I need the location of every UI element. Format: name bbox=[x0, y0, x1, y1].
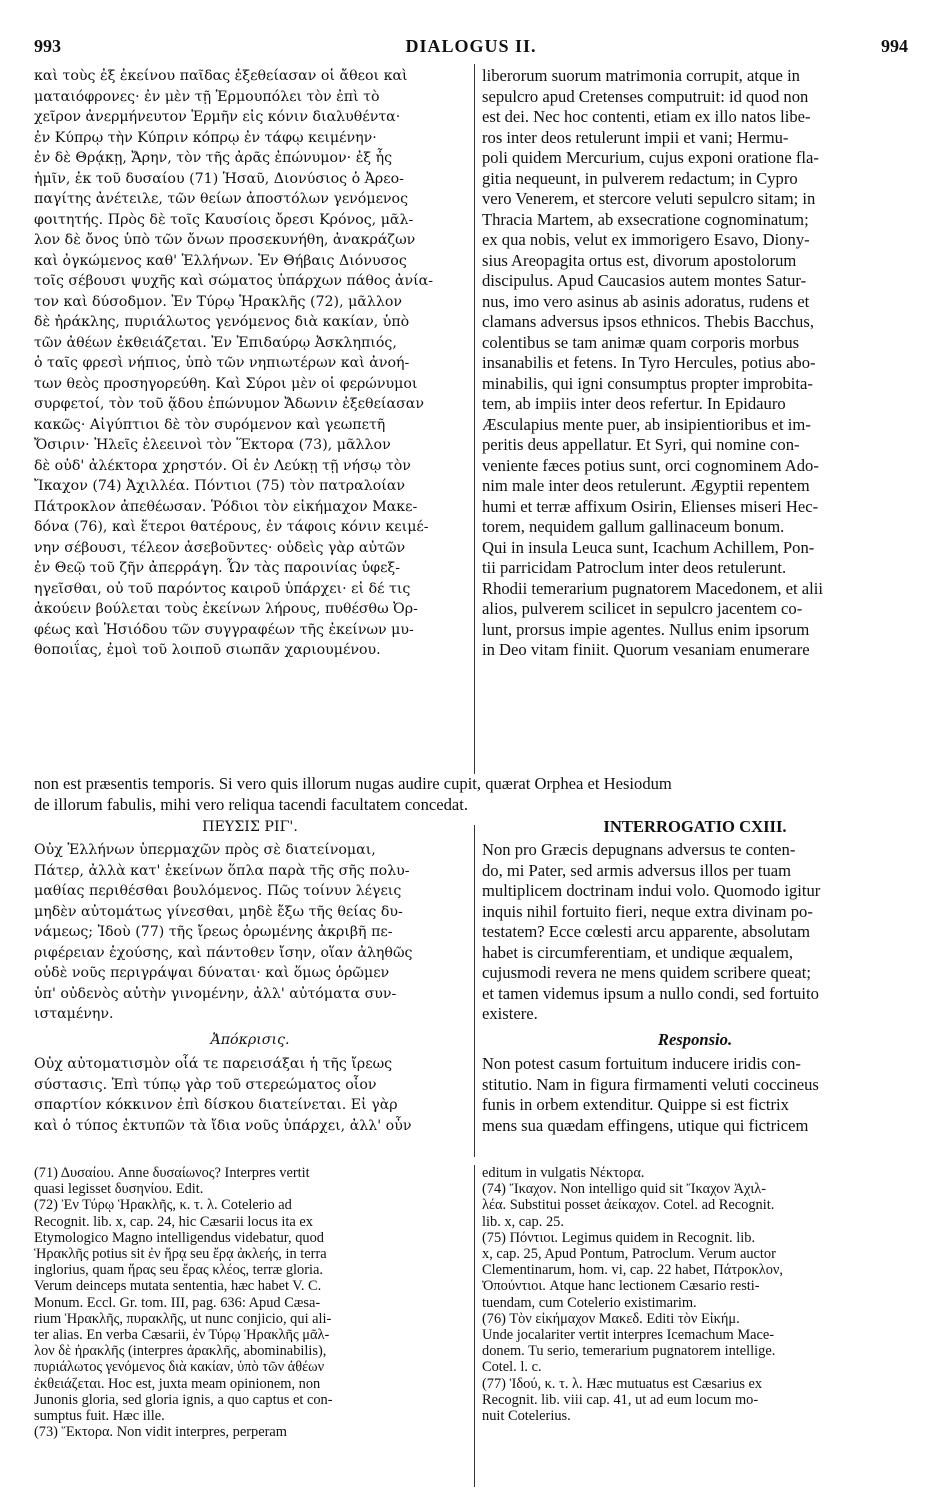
text-line: Non potest casum fortuitum inducere iridis con- bbox=[482, 1054, 801, 1073]
text-line: (74) Ἴκαχον. Non intelligo quid sit Ἴκαχον Ἀχιλ- bbox=[482, 1181, 767, 1198]
text-line: νην σέβουσι, τέλεον ἀσεβοῦντες· οὐδεὶς γὰρ αὐτῶν bbox=[34, 539, 406, 556]
text-line: funis in orbem extenditur. Quippe si est fictrix bbox=[482, 1095, 789, 1114]
text-line: est dei. Nec hoc contenti, etiam ex illo natos libe- bbox=[482, 107, 811, 126]
text-line: μαθίας περιθέσθαι βουλόμενος. Πῶς τοίνυν λέγεις bbox=[34, 883, 402, 899]
text-line: lunt, prorsus impie agentes. Nullus enim ipsorum bbox=[482, 619, 810, 639]
text-line: λέα. Substitui posset ἀείκαχον. Cotel. ad Recognit. bbox=[482, 1197, 775, 1214]
text-line: ὁ ταῖς φρεσὶ νήπιος, ὑπὸ τῶν νηπιωτέρων καὶ ἀνοή- bbox=[34, 355, 410, 371]
text-line: ἡμῖν, ἐκ τοῦ δυσαίου (71) Ἡσαῦ, Διονύσιος ὁ Ἀρεο- bbox=[34, 170, 404, 187]
greek-answer-heading: Ἀπόκρισις. bbox=[210, 1032, 290, 1048]
text-line: sumptus fuit. Hæc ille. bbox=[34, 1408, 165, 1425]
text-line: testatem? Ecce cœlesti arcu apparente, absolutam bbox=[482, 922, 811, 941]
text-line: καὶ ὁ τύπος ἐκτυπῶν τὰ ἴδια νοῦς ὑπάρχει, ἀλλ' οὖν bbox=[34, 1117, 412, 1134]
text-line: sepulcro apud Cretenses computruit: id quod non bbox=[482, 86, 809, 106]
text-line: (75) Πόντιοι. Legimus quidem in Recognit. lib. bbox=[482, 1229, 756, 1246]
shared-bridge-lines bbox=[34, 774, 908, 815]
text-line: Ἡρακλῆς potius sit ἐν ἥρᾳ seu ἔρᾳ ἀκλεής, in terra bbox=[34, 1246, 327, 1263]
text-line: gitia nequeunt, in pulverem redactum; in Cypro bbox=[482, 168, 798, 188]
text-line: λον δὲ ἠρακλῆς (interpres ἀρακλῆς, abominabilis), bbox=[34, 1343, 327, 1360]
text-line: κακῶς· Αἰγύπτιοι δὲ τὸν συρόμενον καὶ γεωπετῆ bbox=[34, 416, 386, 433]
text-line: donem. Tu serio, temerarium pugnatorem intellige. bbox=[482, 1343, 776, 1360]
text-line: (71) Δυσαίου. Anne δυσαίωνος? Interpres vertit bbox=[34, 1165, 310, 1181]
text-line: ἐν δὲ Θρᾴκῃ, Ἄρην, τὸν τῆς ἀρᾶς ἐπώνυμον· ἐξ ἧς bbox=[34, 150, 393, 166]
text-line: νάμεως; Ἰδοὺ (77) τῆς ἴρεως ὁρωμένης ἀκριβῆ πε- bbox=[34, 924, 393, 940]
text-line: ἐν Θεῷ τοῦ ζῆν ἀπερράγη. Ὧν τὰς παροινίας ὑφεξ- bbox=[34, 560, 401, 576]
text-line: θοποιΐας, ἐμοὶ τοῦ λοιποῦ σιωπᾶν χαριουμένου. bbox=[34, 642, 381, 658]
text-line: καὶ τοὺς ἐξ ἐκείνου παῖδας ἐξεθείασαν οἱ ἄθεοι καὶ bbox=[34, 68, 408, 84]
text-line: Cotel. l. c. bbox=[482, 1359, 542, 1376]
running-header bbox=[34, 36, 908, 58]
text-line: vero Venerem, et stercore veluti sepulcro sitam; in bbox=[482, 189, 816, 208]
text-line: editum in vulgatis Νέκτορα. bbox=[482, 1165, 645, 1181]
greek-question-text bbox=[34, 840, 466, 1025]
text-line: veniente fæces potius sunt, orci cognominem Ado- bbox=[482, 455, 819, 475]
footnotes-right bbox=[482, 1165, 908, 1424]
text-line: (73) Ἕκτορα. Non vidit interpres, perperam bbox=[34, 1424, 287, 1441]
greek-text-column bbox=[34, 66, 466, 661]
text-line: δὲ οὐδ' ἀλέκτορα χρηστόν. Οἱ ἐν Λεύκῃ τῇ νήσῳ τὸν bbox=[34, 457, 411, 474]
text-line: habet is circumferentiam, et undique æqualem, bbox=[482, 942, 794, 962]
text-line: των θεὸς προσηγορεύθη. Καὶ Σύροι μὲν οἱ φερώνυμοι bbox=[34, 375, 418, 392]
column-divider-bottom bbox=[474, 825, 475, 1157]
text-line: Ὀπούντιοι. Atque hanc lectionem Cæsario resti- bbox=[482, 1278, 760, 1295]
text-line: Junonis gloria, sed gloria ignis, a quo captus et con- bbox=[34, 1391, 333, 1408]
text-line: Ἴκαχον (74) Ἀχιλλέα. Πόντιοι (75) τὸν πατραλοίαν bbox=[34, 478, 406, 494]
latin-question-heading: INTERROGATIO CXIII. bbox=[603, 817, 787, 836]
text-line: torem, nequidem gallum gallinaceum bonum. bbox=[482, 517, 785, 536]
text-line: poli quidem Mercurium, cujus exponi oratione fla- bbox=[482, 148, 819, 167]
text-line: Οὐχ αὐτοματισμὸν οἷά τε παρεισάξαι ἡ τῆς ἴρεως bbox=[34, 1056, 393, 1072]
text-line: cujusmodi revera ne mens quidem scribere queat; bbox=[482, 963, 811, 982]
text-line: Recognit. lib. viii cap. 41, ut ad eum locum mo- bbox=[482, 1391, 759, 1408]
text-line: Οὐχ Ἑλλήνων ὑπερμαχῶν πρὸς σὲ διατείνομαι, bbox=[34, 842, 376, 858]
text-line: mens sua quædam effingens, utique qui fictricem bbox=[482, 1115, 809, 1135]
text-line: discipulus. Apud Caucasios autem montes Satur- bbox=[482, 271, 807, 290]
text-line: alios, pulverem scilicet in sepulcro jacentem co- bbox=[482, 599, 803, 618]
text-line: (72) Ἐν Τύρῳ Ἡρακλῆς, κ. τ. λ. Cotelerio ad bbox=[34, 1197, 292, 1214]
text-line: Verum deinceps mutata sententia, hæc habet V. C. bbox=[34, 1278, 322, 1295]
text-line: tii parricidam Patroclum inter deos retulerunt. bbox=[482, 558, 787, 577]
text-line: sius Areopagita ortus est, divorum apostolorum bbox=[482, 250, 797, 270]
text-line: insanabilis et fetens. In Tyro Hercules, potius abo- bbox=[482, 353, 816, 372]
text-line: ἐν Κύπρῳ τὴν Κύπριν κόπρῳ ἐν τάφῳ κειμένην· bbox=[34, 129, 377, 146]
text-line: colentibus se tam animæ quam corporis morbus bbox=[482, 332, 800, 352]
text-line: ριφέρειαν ἐχούσης, καὶ πάντοθεν ἴσην, οἵαν ἀληθῶς bbox=[34, 944, 413, 961]
text-line: clamans adversus ipsos ethnicos. Thebis Bacchus, bbox=[482, 312, 814, 331]
text-line: ter alias. En verba Cæsarii, ἐν Τύρῳ Ἡρακλῆς μᾶλ- bbox=[34, 1327, 330, 1344]
text-line: minabilis, qui igni consumptus propter improbita- bbox=[482, 373, 813, 393]
text-line: καὶ ὀγκώμενος καθ' Ἑλλήνων. Ἐν Θήβαις Διόνυσος bbox=[34, 252, 407, 269]
text-line: inglorius, quam ἥρας seu ἔρας κλέος, terræ gloria. bbox=[34, 1262, 324, 1279]
text-line: tem, ab impiis inter deos refertur. In Epidauro bbox=[482, 394, 786, 413]
text-line: ὑπ' οὐδενὸς αὐτὴν γινομένην, ἀλλ' αὐτόματα συν- bbox=[34, 985, 397, 1002]
text-line: rium Ἡρακλῆς, πυρακλῆς, ut nunc conjicio, qui ali- bbox=[34, 1310, 332, 1327]
text-line: σπαρτίον κόκκινον ἐπὶ δίσκου διατείνεται. Εἰ γὰρ bbox=[34, 1097, 398, 1113]
text-line: ηγεῖσθαι, οὐ τοῦ παρόντος καιροῦ ὑπάρχει· εἰ δέ τις bbox=[34, 580, 411, 597]
text-line: φέως καὶ Ἡσιόδου τῶν συγγραφέων τῆς ἐκείνων μυ- bbox=[34, 621, 414, 638]
text-line: existere. bbox=[482, 1004, 538, 1023]
text-line: παγίτης ἀνέτειλε, τῶν θείων ἀποστόλων γενόμενος bbox=[34, 191, 409, 207]
text-line: de illorum fabulis, mihi vero reliqua tacendi facultatem concedat. bbox=[34, 794, 469, 814]
latin-question-text bbox=[482, 840, 908, 1025]
text-line: et tamen videmus ipsum a nullo condi, sed fortuito bbox=[482, 983, 819, 1003]
latin-answer-heading: Responsio. bbox=[657, 1030, 733, 1049]
column-divider-footnotes bbox=[474, 1165, 475, 1487]
text-line: τον καὶ δύσοδμον. Ἐν Τύρῳ Ἡρακλῆς (72), μᾶλλον bbox=[34, 293, 403, 310]
right-page-number: 994 bbox=[881, 36, 908, 56]
text-line: quasi legisset δυσηνίου. Edit. bbox=[34, 1181, 204, 1198]
text-line: in Deo vitam finiit. Quorum vesaniam enumerare bbox=[482, 640, 810, 659]
text-line: Qui in insula Leuca sunt, Icachum Achillem, Pon- bbox=[482, 537, 815, 557]
text-line: μηδὲν αὐτομάτως γίνεσθαι, μηδὲ ἔξω τῆς θείας δυ- bbox=[34, 903, 403, 920]
greek-question-heading: ΠΕΥΣΙΣ ΡΙΓ'. bbox=[202, 819, 298, 835]
text-line: x, cap. 25, Apud Pontum, Patroclum. Verum auctor bbox=[482, 1246, 776, 1263]
text-line: ex qua nobis, velut ex immorigero Esavo, Diony- bbox=[482, 230, 810, 249]
text-line: peritis deus appellatur. Et Syri, qui nomine con- bbox=[482, 435, 800, 454]
text-line: Monum. Eccl. Gr. tom. III, pag. 636: Apud Cæsa- bbox=[34, 1294, 321, 1311]
text-line: φοιτητής. Πρὸς δὲ τοῖς Καυσίοις ὄρεσι Κρόνος, μᾶλ- bbox=[34, 211, 414, 228]
text-line: Unde jocalariter vertit interpres Icemachum Mace- bbox=[482, 1327, 775, 1344]
running-title: DIALOGUS II. bbox=[405, 36, 537, 56]
text-line: τῶν ἀθέων ἐκθειάζεται. Ἐν Ἐπιδαύρῳ Ἀσκληπιός, bbox=[34, 334, 397, 351]
text-line: lib. x, cap. 25. bbox=[482, 1213, 564, 1230]
text-line: Πάτερ, ἀλλὰ κατ' ἐκείνων ὅπλα παρὰ τῆς σῆς πολυ- bbox=[34, 862, 410, 879]
text-line: (77) Ἰδού, κ. τ. λ. Hæc mutuatus est Cæsarius ex bbox=[482, 1375, 763, 1392]
text-line: τοῖς σέβουσι ψυχῆς καὶ σώματος ὑπάρχων πάθος ἀνία- bbox=[34, 273, 434, 289]
left-page-number: 993 bbox=[34, 36, 61, 56]
text-line: Clementinarum, hom. vi, cap. 22 habet, Πάτροκλον, bbox=[482, 1262, 784, 1279]
column-divider-top bbox=[474, 64, 475, 774]
greek-answer-text bbox=[34, 1054, 466, 1136]
text-line: ros inter deos retulerunt impii et vani; Hermu- bbox=[482, 127, 789, 147]
text-line: (76) Τὸν εἰκήμαχον Μακεδ. Editi τὸν Εἰκήμ. bbox=[482, 1310, 740, 1327]
text-line: ισταμένην. bbox=[34, 1006, 114, 1022]
text-line: Rhodii temerarium pugnatorem Macedonem, et alii bbox=[482, 578, 823, 598]
text-line: inquis nihil fortuito fieri, neque extra divinam po- bbox=[482, 901, 813, 921]
text-line: δὲ ἠράκλης, πυριάλωτος γενόμενος διὰ κακίαν, ὑπὸ bbox=[34, 314, 410, 330]
text-line: χεῖρον ἀνερμήνευτον Ἑρμῆν εἰς κόνιν διαλυθέντα· bbox=[34, 109, 401, 125]
text-line: multiplicem doctrinam indui volo. Quomodo igitur bbox=[482, 881, 821, 900]
text-line: liberorum suorum matrimonia corrupit, atque in bbox=[482, 66, 800, 85]
text-line: Πάτροκλον ἀπεθέωσαν. Ῥόδιοι τὸν εἰκήμαχον Μακε- bbox=[34, 498, 418, 515]
text-line: σύστασις. Ἐπὶ τύπῳ γὰρ τοῦ στερεώματος οἷον bbox=[34, 1076, 377, 1093]
footnotes-left bbox=[34, 1165, 466, 1440]
text-line: Ὄσιριν· Ἠλεῖς ἐλεεινοὶ τὸν Ἕκτορα (73), μᾶλλον bbox=[34, 437, 391, 453]
text-line: Etymologico Magno intelligendus videbatur, quod bbox=[34, 1229, 324, 1246]
text-line: nim male inter deos retulerunt. Ægyptii repentem bbox=[482, 476, 810, 495]
text-line: Æsculapius mente puer, ab insipientioribus et im- bbox=[482, 414, 811, 434]
text-line: πυριάλωτος γενόμενος διὰ κακίαν, ὑπὸ τῶν ἀθέων bbox=[34, 1359, 325, 1376]
text-line: δόνα (76), καὶ ἕτεροι θατέρους, ἐν τάφοις κόνιν κειμέ- bbox=[34, 519, 429, 535]
latin-text-column bbox=[482, 66, 908, 661]
latin-answer-text bbox=[482, 1054, 908, 1136]
text-line: συρφετοί, τὸν τοῦ ᾅδου ἐπώνυμον Ἄδωνιν ἐξεθείασαν bbox=[34, 396, 424, 412]
text-line: stitutio. Nam in figura firmamenti veluti coccineus bbox=[482, 1074, 819, 1094]
text-line: ἀκούειν βούλεται τοὺς ἐκείνων λήρους, πυθέσθω Ὀρ- bbox=[34, 601, 418, 617]
text-line: nuit Cotelerius. bbox=[482, 1408, 571, 1425]
text-line: Non pro Græcis depugnans adversus te conten- bbox=[482, 840, 796, 859]
text-line: Thracia Martem, ab exsecratione cognominatum; bbox=[482, 209, 809, 229]
text-line: ματαιόφρονες· ἐν μὲν τῇ Ἑρμουπόλει τὸν ἐπὶ τὸ bbox=[34, 88, 380, 105]
text-line: οὐδὲ νοῦς περιγράψαι δύναται· καὶ ὅμως ὁρῶμεν bbox=[34, 965, 390, 981]
text-line: λον δὲ ὄνος ὑπὸ τῶν ὄνων προσεκυνήθη, ἀνακράζων bbox=[34, 232, 416, 248]
text-line: ἐκθειάζεται. Hoc est, juxta meam opinionem, non bbox=[34, 1375, 321, 1392]
text-line: do, mi Pater, sed armis adversus illos per tuam bbox=[482, 860, 792, 880]
text-line: tuendam, cum Cotelerio existimarim. bbox=[482, 1294, 697, 1311]
text-line: humi et terræ affixum Osirin, Elienses miseri Hec- bbox=[482, 496, 819, 516]
text-line: nus, imo vero asinus ab asinis adoratus, rudens et bbox=[482, 291, 810, 311]
text-line: non est præsentis temporis. Si vero quis illorum nugas audire cupit, quærat Orphea et Hesiodum bbox=[34, 774, 672, 793]
text-line: Recognit. lib. x, cap. 24, hic Cæsarii locus ita ex bbox=[34, 1213, 313, 1230]
